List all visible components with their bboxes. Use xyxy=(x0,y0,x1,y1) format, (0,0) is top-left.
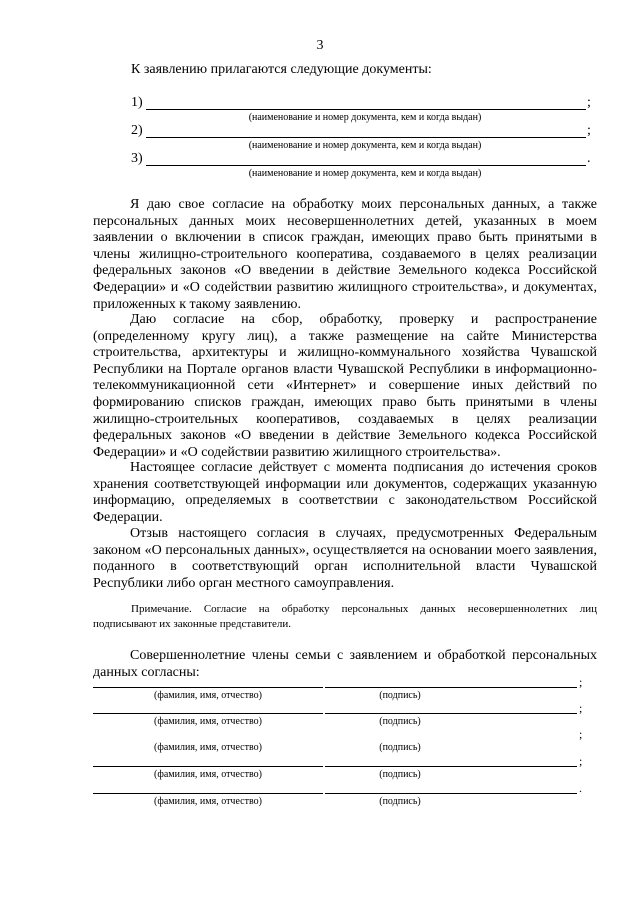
signature-caption: (подпись) xyxy=(379,716,421,727)
name-line xyxy=(93,793,323,794)
signature-caption: (подпись) xyxy=(379,690,421,701)
line-end-mark: . xyxy=(579,781,582,795)
signature-line xyxy=(325,766,577,767)
signature-row xyxy=(93,727,583,755)
blank-line xyxy=(146,137,586,138)
signature-row xyxy=(93,701,583,729)
signature-line xyxy=(325,793,577,794)
document-number: 3) xyxy=(131,151,143,166)
name-line xyxy=(93,687,323,688)
note: Примечание. Согласие на обработку персональных данных несовершеннолетних лиц подписывают их законные представители. xyxy=(93,603,597,630)
line-end-mark: ; xyxy=(579,675,583,689)
signature-caption: (подпись) xyxy=(379,769,421,780)
document-line-1 xyxy=(131,95,597,113)
document-caption: (наименование и номер документа, кем и когда выдан) xyxy=(248,112,482,123)
name-line xyxy=(93,766,323,767)
document-line-2 xyxy=(131,123,597,141)
name-caption: (фамилия, имя, отчество) xyxy=(154,716,262,727)
signature-line xyxy=(325,687,577,688)
consent-paragraph-1: Я даю свое согласие на обработку моих персональных данных, а также персональных данных моих несовершеннолетних детей, указанных в моем заявлении о включении в список граждан, имеющих право быть принятыми в члены жилищно-строительного кооператива, создаваемого в целях реализации федеральных законов «О введении в действие Земельного кодекса Российской Федерации» и «О содействии развитию жилищного строительства», и документах, приложенных к такому заявлению. xyxy=(93,197,597,312)
page-number: 3 xyxy=(316,38,324,53)
revocation-paragraph: Отзыв настоящего согласия в случаях, предусмотренных Федеральным законом «О персональных данных», осуществляется на основании моего заявления, поданного в соответствующий орган исполнительной власти Чувашской Республики либо орган местного самоуправления. xyxy=(93,526,597,591)
document-number: 2) xyxy=(131,123,143,138)
signature-caption: (подпись) xyxy=(379,796,421,807)
document-number: 1) xyxy=(131,95,143,110)
blank-line xyxy=(146,109,586,110)
signature-row xyxy=(93,675,583,703)
validity-paragraph: Настоящее согласие действует с момента подписания до истечения сроков хранения соответствующей информации или документов, содержащих указанную информацию, определяемых в соответствии с законодательством Российской Федерации. xyxy=(93,460,597,525)
family-consent-intro: Совершеннолетние члены семьи с заявлением и обработкой персональных данных согласны: xyxy=(93,648,597,680)
blank-line xyxy=(146,165,586,166)
attachments-intro: К заявлению прилагаются следующие документы: xyxy=(131,62,432,77)
signature-row xyxy=(93,754,583,782)
line-end-mark: . xyxy=(587,151,591,166)
name-line xyxy=(93,713,323,714)
name-caption: (фамилия, имя, отчество) xyxy=(154,796,262,807)
document-line-3 xyxy=(131,151,597,169)
document-caption: (наименование и номер документа, кем и когда выдан) xyxy=(248,168,482,179)
name-caption: (фамилия, имя, отчество) xyxy=(154,769,262,780)
line-end-mark: ; xyxy=(579,754,583,768)
document-caption: (наименование и номер документа, кем и когда выдан) xyxy=(248,140,482,151)
signature-line xyxy=(325,713,577,714)
line-end-mark: ; xyxy=(587,123,591,138)
signature-caption: (подпись) xyxy=(379,742,421,753)
signature-row xyxy=(93,781,582,809)
name-caption: (фамилия, имя, отчество) xyxy=(154,742,262,753)
line-end-mark: ; xyxy=(579,727,583,741)
line-end-mark: ; xyxy=(587,95,591,110)
line-end-mark: ; xyxy=(579,701,583,715)
consent-paragraph-2: Даю согласие на сбор, обработку, проверку и распространение (определенному кругу лиц), а также размещение на сайте Министерства строительства, архитектуры и жилищно-коммунального хозяйства Чувашской Республики на Портале органов власти Чувашской Республики в информационно-телекоммуникационной сети «Интернет» и совершение иных действий по формированию списков граждан, имеющих право быть принятыми в члены жилищно-строительных кооперативов, создаваемых в целях реализации федеральных законов «О введении в действие Земельного кодекса Российской Федерации» и «О содействии развитию жилищного строительства». xyxy=(93,312,597,460)
name-caption: (фамилия, имя, отчество) xyxy=(154,690,262,701)
